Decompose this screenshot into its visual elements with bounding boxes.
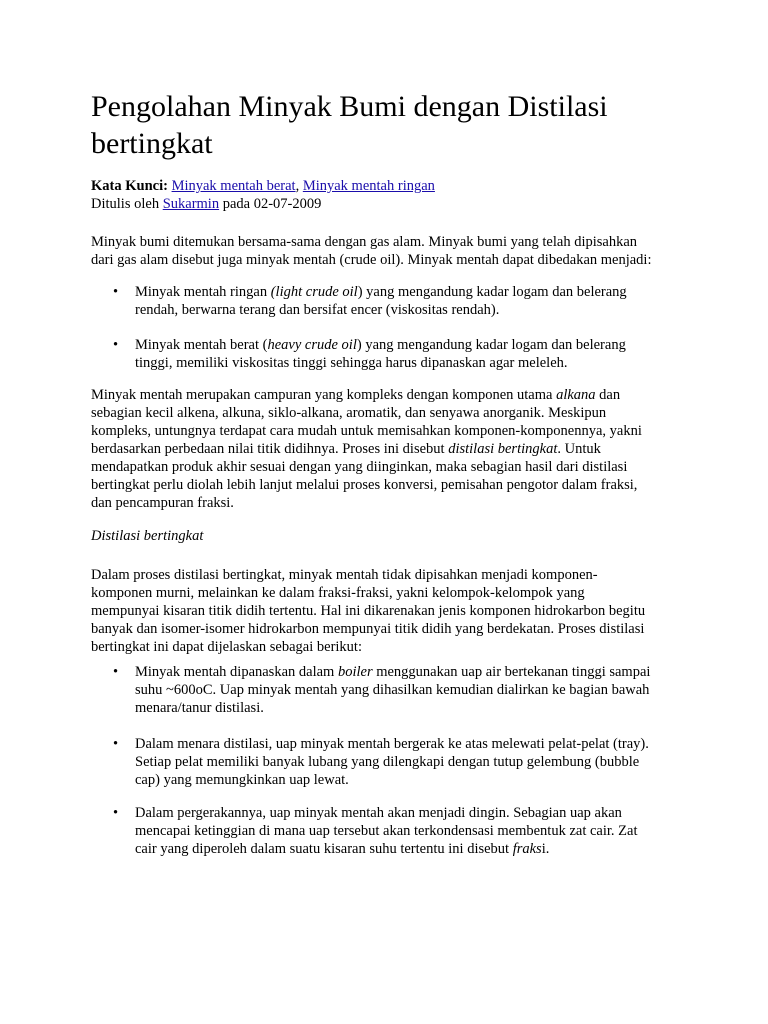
text-line: Minyak bumi ditemukan bersama-sama dengan gas alam. Minyak bumi yang telah dipisahkan bbox=[91, 234, 638, 250]
text-segment: menggunakan uap air bertekanan tinggi sampai bbox=[372, 664, 651, 680]
keywords-label: Kata Kunci: bbox=[91, 178, 168, 194]
text-line bbox=[91, 476, 691, 494]
bullet: • bbox=[113, 664, 119, 680]
list-item-text bbox=[135, 336, 695, 372]
publish-date: 02-07-2009 bbox=[253, 196, 322, 212]
date-prefix: pada bbox=[222, 196, 251, 212]
text-line bbox=[135, 681, 695, 699]
list-item-text bbox=[135, 735, 695, 789]
bullet: • bbox=[113, 736, 119, 752]
text-segment: Minyak mentah merupakan campuran yang kompleks dengan komponen utama bbox=[91, 387, 557, 403]
list-item-text bbox=[135, 283, 695, 319]
text-line: Dalam proses distilasi bertingkat, minyak mentah tidak dipisahkan menjadi komponen- bbox=[91, 567, 598, 583]
text-line: banyak dan isomer-isomer hidrokarbon mempunyai titik didih yang berdekatan. Proses distilasi bbox=[91, 621, 645, 637]
text-line bbox=[135, 336, 695, 354]
text-segment: Dalam pergerakannya, uap minyak mentah akan menjadi dingin. Sebagian uap akan bbox=[135, 805, 622, 821]
text-line bbox=[135, 354, 695, 372]
text-segment: cair yang diperoleh dalam suatu kisaran suhu tertentu ini disebut bbox=[135, 841, 513, 857]
text-segment: menara/tanur distilasi. bbox=[135, 700, 264, 716]
written-by-label: Ditulis oleh bbox=[91, 196, 160, 212]
text-line bbox=[91, 404, 691, 422]
section-heading: Distilasi bertingkat bbox=[91, 528, 204, 544]
text-segment: mencapai ketinggian di mana uap tersebut akan terkondensasi membentuk zat cair. Zat bbox=[135, 823, 638, 839]
italic-term: heavy crude oil bbox=[267, 337, 357, 353]
text-line bbox=[91, 440, 691, 458]
text-line: bertingkat ini dapat dijelaskan sebagai berikut: bbox=[91, 639, 362, 655]
keyword-link-heavy-crude[interactable]: Minyak mentah berat bbox=[171, 178, 296, 194]
text-segment: Minyak mentah berat ( bbox=[135, 337, 268, 353]
text-line bbox=[91, 494, 691, 512]
text-line bbox=[135, 663, 695, 681]
text-segment: ) yang mengandung kadar logam dan belerang bbox=[356, 337, 626, 353]
bullet: • bbox=[113, 337, 119, 353]
author-link[interactable]: Sukarmin bbox=[162, 196, 220, 212]
text-segment: Dalam menara distilasi, uap minyak mentah bergerak ke atas melewati pelat-pelat (tray). bbox=[135, 736, 649, 752]
keywords-line bbox=[91, 177, 435, 195]
text-line bbox=[91, 386, 691, 404]
text-segment: tinggi, memiliki viskositas tinggi sehingga harus dipanaskan agar meleleh. bbox=[135, 355, 568, 371]
text-line bbox=[135, 753, 695, 771]
text-segment: cap) yang memungkinkan uap lewat. bbox=[135, 772, 349, 788]
italic-term: distilasi bertingkat bbox=[448, 441, 558, 457]
text-line bbox=[135, 283, 695, 301]
text-segment: dan bbox=[595, 387, 621, 403]
text-line bbox=[91, 422, 691, 440]
byline bbox=[91, 195, 435, 213]
text-line bbox=[135, 735, 695, 753]
text-segment: Minyak mentah ringan bbox=[135, 284, 271, 300]
text-line bbox=[135, 840, 695, 858]
text-segment: Setiap pelat memiliki banyak lubang yang dilengkapi dengan tutup gelembung (bubble bbox=[135, 754, 640, 770]
text-segment: ) yang mengandung kadar logam dan belerang bbox=[357, 284, 627, 300]
italic-term: fraks bbox=[512, 841, 542, 857]
text-segment: rendah, berwarna terang dan bersifat encer (viskositas rendah). bbox=[135, 302, 500, 318]
text-line: mempunyai kisaran titik didih tertentu. Hal ini dikarenakan jenis komponen hidrokarbon begitu bbox=[91, 603, 646, 619]
text-segment: . Untuk bbox=[557, 441, 601, 457]
text-segment: bertingkat perlu diolah lebih lanjut melalui proses konversi, pemisahan pengotor dalam fraksi, bbox=[91, 477, 638, 493]
text-segment: mendapatkan produk akhir sesuai dengan yang diinginkan, maka sebagian hasil dari distilasi bbox=[91, 459, 628, 475]
italic-term: boiler bbox=[337, 664, 373, 680]
text-line: dari gas alam disebut juga minyak mentah (crude oil). Minyak mentah dapat dibedakan menjadi: bbox=[91, 252, 652, 268]
keyword-link-light-crude[interactable]: Minyak mentah ringan bbox=[302, 178, 435, 194]
text-line bbox=[135, 822, 695, 840]
page-title: Pengolahan Minyak Bumi dengan Distilasi bertingkat bbox=[91, 90, 608, 160]
bullet: • bbox=[113, 284, 119, 300]
italic-term: (light crude oil bbox=[270, 284, 358, 300]
keyword-separator: , bbox=[295, 178, 300, 194]
text-line bbox=[91, 458, 691, 476]
text-line bbox=[135, 804, 695, 822]
italic-term: alkana bbox=[556, 387, 596, 403]
text-line: komponen murni, melainkan ke dalam fraksi-fraksi, yakni kelompok-kelompok yang bbox=[91, 585, 585, 601]
intro-paragraph bbox=[91, 233, 691, 269]
text-line bbox=[135, 771, 695, 789]
text-segment: kompleks, untungnya terdapat cara mudah untuk memisahkan komponen-komponennya, yakni bbox=[91, 423, 642, 439]
bullet: • bbox=[113, 805, 119, 821]
composition-paragraph bbox=[91, 386, 691, 512]
text-segment: Minyak mentah dipanaskan dalam bbox=[135, 664, 338, 680]
text-segment: berdasarkan perbedaan nilai titik didihnya. Proses ini disebut bbox=[91, 441, 449, 457]
list-item-text bbox=[135, 804, 695, 858]
text-segment: dan pencampuran fraksi. bbox=[91, 495, 234, 511]
text-line bbox=[135, 699, 695, 717]
text-segment: suhu ~600oC. Uap minyak mentah yang dihasilkan kemudian dialirkan ke bagian bawah bbox=[135, 682, 650, 698]
process-paragraph bbox=[91, 566, 691, 656]
text-segment: sebagian kecil alkena, alkuna, siklo-alkana, aromatik, dan senyawa anorganik. Meskipun bbox=[91, 405, 607, 421]
article-meta bbox=[91, 177, 435, 213]
text-segment: i. bbox=[541, 841, 550, 857]
text-line bbox=[135, 301, 695, 319]
list-item-text bbox=[135, 663, 695, 717]
